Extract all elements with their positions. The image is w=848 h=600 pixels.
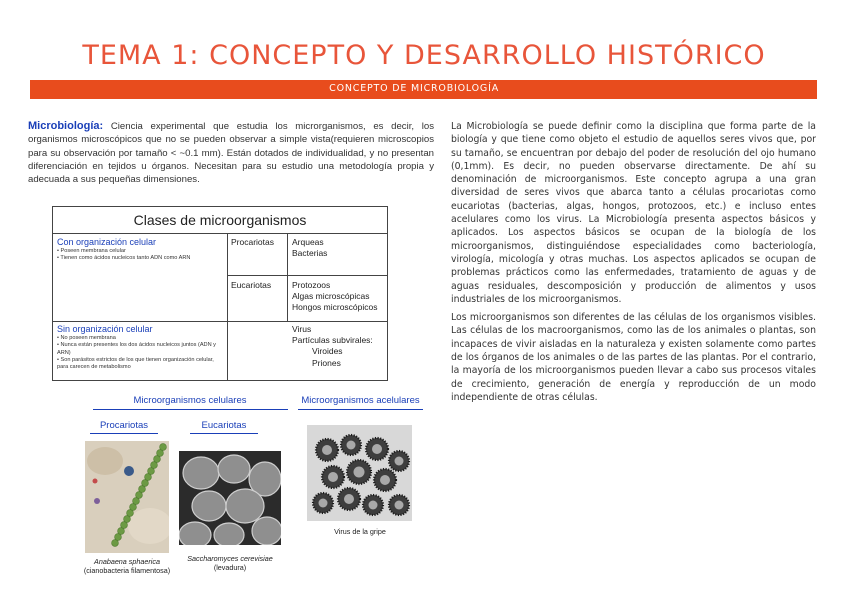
prokaryotes-list bbox=[292, 237, 327, 259]
definition-text: Ciencia experimental que estudia los microrganismos, es decir, los organismos microscópicos que no se pueden observar a simple vista(requieren microscopios para su observación por tamaño < ~0.1 mm). Están dotados de individualidad, y no presentan diferenciación en tejidos u órganos. Necesitan para su estudio una metodología propia y adecuada a sus pequeñas dimensiones. bbox=[28, 121, 434, 186]
eukaryotes-list bbox=[292, 280, 378, 314]
definition-paragraph bbox=[28, 120, 434, 186]
subviral-subtitle: Partículas subvirales: bbox=[292, 335, 373, 346]
anabaena-caption bbox=[72, 557, 182, 575]
viruses-label: Virus bbox=[292, 324, 312, 334]
cellular-heading: Con organización celular bbox=[57, 237, 157, 247]
definition-term: Microbiología: bbox=[28, 120, 104, 132]
paragraph: Los microorganismos son diferentes de las células de los organismos visibles. Las células de los macroorganismos, como las de los animales o plantas, son incapaces de vivir aisladas en la naturaleza y existen solamente como partes de los órganos de los animales o de las partes de las plantas. Por el contrario, la mayoría de los microorganismos pueden llevar a cabo sus procesos vitales de crecimiento, generación de energía y reproducción de un modo independiente de otras células. bbox=[451, 312, 816, 403]
prokaryotes-label: Procariotas bbox=[231, 237, 274, 247]
right-column-text bbox=[451, 120, 816, 409]
classes-table-title: Clases de microorganismos bbox=[53, 207, 387, 234]
flu-virus-photo bbox=[307, 425, 412, 521]
paragraph: La Microbiología se puede definir como la disciplina que forma parte de la biología y que tiene como objeto el estudio de aquellos seres vivos que, por su tamaño, se encuentran por debajo del poder de resolución del ojo humano (0,1mm). Es decir, no pueden observarse directamente. De ahí su denominación de microorganismos. Este concepto agrupa a una gran diversidad de seres vivos que abarca tanto a células procariotas como eucariotas (bacterias, algas, hongos, protozoos, etc.) e incluso entes acelulares como los virus. La Microbiología presenta aspectos básicos y aplicados. Los aspectos básicos se ocupan de la biología de los microorganismos, distinguiéndose especialidades como bacteriología, virología, micología y otras muchas. Los aspectos aplicados se ocupan de problemas prácticos como las enfermedades, tratamiento de aguas y de aguas residuales, descomposición y producción de alimentos y usos industriales de los microorganismos. bbox=[451, 121, 816, 305]
subviral-item: Viroides bbox=[312, 346, 343, 357]
page-title: TEMA 1: CONCEPTO Y DESARROLLO HISTÓRICO bbox=[82, 40, 766, 71]
classes-table bbox=[52, 206, 388, 381]
flu-virus-caption: Virus de la gripe bbox=[334, 527, 386, 536]
section-banner bbox=[30, 80, 817, 99]
eukaryotes-figure-label: Eucariotas bbox=[201, 420, 247, 431]
yeast-caption bbox=[170, 554, 290, 572]
prokaryotes-figure-label: Procariotas bbox=[99, 420, 149, 431]
caption-species: Saccharomyces cerevisiae bbox=[187, 554, 273, 563]
cellular-figures-heading: Microorganismos celulares bbox=[133, 395, 247, 406]
acellular-bullet: • No poseen membrana bbox=[57, 335, 116, 342]
yeast-photo bbox=[179, 451, 281, 545]
eukaryote-item: Protozoos bbox=[292, 280, 331, 290]
prokaryote-item: Arqueas bbox=[292, 237, 324, 247]
subviral-item: Priones bbox=[312, 357, 341, 368]
anabaena-photo bbox=[85, 441, 169, 553]
acellular-bullet: • Nunca están presentes los dos ácidos nucleicos juntos (ADN y ARN) bbox=[57, 342, 216, 356]
cellular-cell bbox=[57, 237, 223, 263]
caption-note: (cianobacteria filamentosa) bbox=[83, 566, 171, 575]
eukaryote-item: Hongos microscópicos bbox=[292, 302, 378, 313]
eukaryotes-label: Eucariotas bbox=[231, 280, 272, 290]
acellular-cell bbox=[57, 324, 223, 371]
acellular-figures-heading: Microorganismos acelulares bbox=[301, 395, 420, 406]
cellular-bullet: • Poseen membrana celular bbox=[57, 248, 126, 255]
caption-note: (levadura) bbox=[213, 563, 247, 572]
cellular-bullet: • Tienen como ácidos nucleicos tanto ADN como ARN bbox=[57, 255, 191, 262]
prokaryote-item: Bacterias bbox=[292, 248, 328, 259]
viruses-cell bbox=[292, 324, 373, 369]
section-title: CONCEPTO DE MICROBIOLOGÍA bbox=[329, 83, 499, 94]
acellular-heading: Sin organización celular bbox=[57, 324, 153, 334]
acellular-bullet: • Son parásitos estrictos de los que tienen organización celular, para carecen de metabolismo bbox=[57, 356, 214, 371]
caption-species: Anabaena sphaerica bbox=[94, 557, 160, 566]
eukaryote-item: Algas microscópicas bbox=[292, 291, 370, 302]
